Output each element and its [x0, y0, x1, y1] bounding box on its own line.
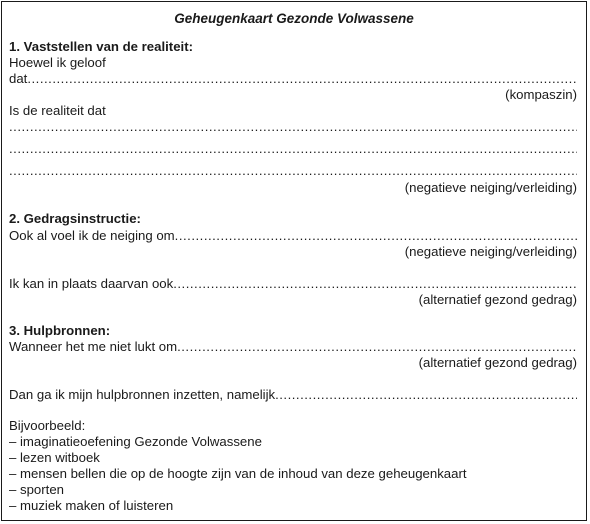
section3-line1[interactable] — [9, 339, 577, 354]
section1-heading: 1. Vaststellen van de realiteit: — [9, 39, 193, 54]
example-item: – mensen bellen die op de hoogte zijn van de inhoud van deze geheugenkaart — [9, 466, 467, 481]
section2-line2-label: Ik kan in plaats daarvan ook — [9, 276, 174, 291]
section2-line2[interactable] — [9, 276, 577, 291]
section2-line1[interactable] — [9, 228, 577, 243]
fill-in-dots — [9, 141, 577, 156]
example-item: – lezen witboek — [9, 450, 100, 465]
section2-hint2: (alternatief gezond gedrag) — [418, 292, 577, 307]
section1-hint2: (negatieve neiging/verleiding) — [404, 180, 577, 195]
section1-line1: Hoewel ik geloof — [9, 55, 106, 70]
section2-hint1: (negatieve neiging/verleiding) — [404, 244, 577, 259]
section1-line3: Is de realiteit dat — [9, 103, 106, 118]
fill-in-dots — [9, 119, 577, 134]
section1-dat-line[interactable] — [9, 71, 577, 86]
fill-in-dots — [175, 228, 577, 243]
fill-in-dots — [275, 387, 577, 402]
examples-label: Bijvoorbeeld: — [9, 418, 86, 433]
fill-in-dots — [177, 339, 577, 354]
section3-heading: 3. Hulpbronnen: — [9, 323, 111, 338]
section3-line1-label: Wanneer het me niet lukt om — [9, 339, 178, 354]
fill-in-dots — [27, 71, 577, 86]
example-item: – sporten — [9, 482, 64, 497]
section1-hint1: (kompaszin) — [505, 87, 577, 102]
section2-line1-label: Ook al voel ik de neiging om — [9, 228, 175, 243]
fill-in-dots — [9, 163, 577, 178]
section1-blank-line-2[interactable] — [9, 141, 577, 156]
section1-blank-line-3[interactable] — [9, 163, 577, 178]
section2-heading: 2. Gedragsinstructie: — [9, 211, 141, 226]
section1-dat-label: dat — [9, 71, 28, 86]
section3-line2-label: Dan ga ik mijn hulpbronnen inzetten, namelijk — [9, 387, 276, 402]
memory-card — [1, 1, 587, 521]
card-title: Geheugenkaart Gezonde Volwassene — [174, 11, 414, 26]
fill-in-dots — [173, 276, 577, 291]
example-item: – imaginatieoefening Gezonde Volwassene — [9, 434, 262, 449]
section3-line2[interactable] — [9, 387, 577, 402]
section1-blank-line-1[interactable] — [9, 119, 577, 134]
example-item: – muziek maken of luisteren — [9, 498, 174, 513]
section3-hint1: (alternatief gezond gedrag) — [418, 355, 577, 370]
